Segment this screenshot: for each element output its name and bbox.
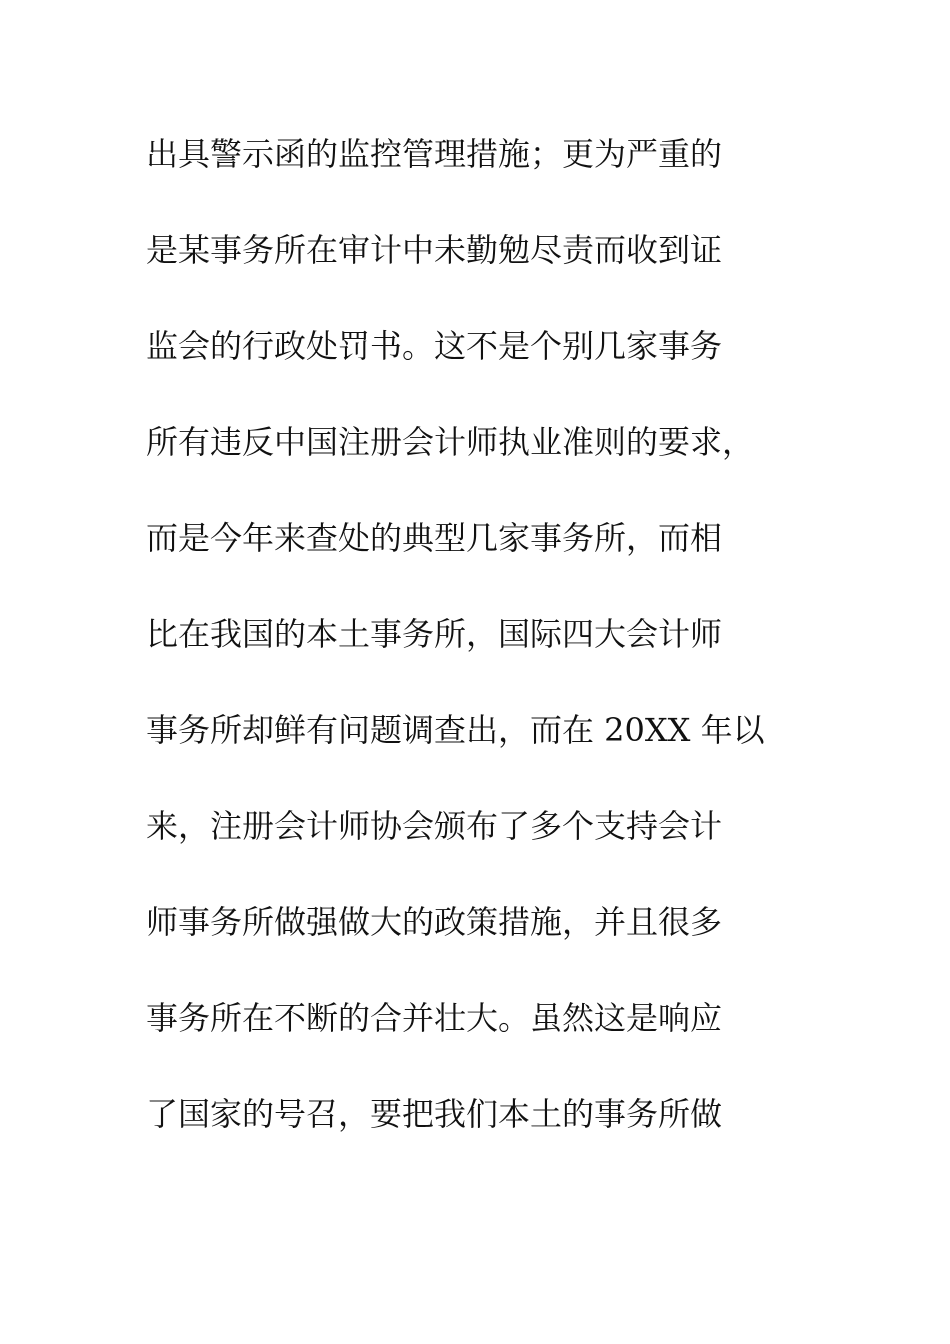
text-line: 师事务所做强做大的政策措施，并且很多 [146, 903, 723, 941]
text-line: 是某事务所在审计中未勤勉尽责而收到证 [146, 231, 723, 269]
text-line: 所有违反中国注册会计师执业准则的要求， [146, 423, 755, 461]
text-line: 事务所却鲜有问题调查出，而在 20XX 年以 [146, 711, 765, 749]
text-line: 出具警示函的监控管理措施；更为严重的 [146, 135, 723, 173]
text-line: 比在我国的本土事务所，国际四大会计师 [146, 615, 723, 653]
text-line: 而是今年来查处的典型几家事务所，而相 [146, 519, 723, 557]
body-text [146, 128, 826, 1184]
text-line: 来，注册会计师协会颁布了多个支持会计 [146, 807, 723, 845]
text-line: 事务所在不断的合并壮大。虽然这是响应 [146, 999, 723, 1037]
text-line: 监会的行政处罚书。这不是个别几家事务 [146, 327, 723, 365]
text-line: 了国家的号召，要把我们本土的事务所做 [146, 1095, 723, 1133]
